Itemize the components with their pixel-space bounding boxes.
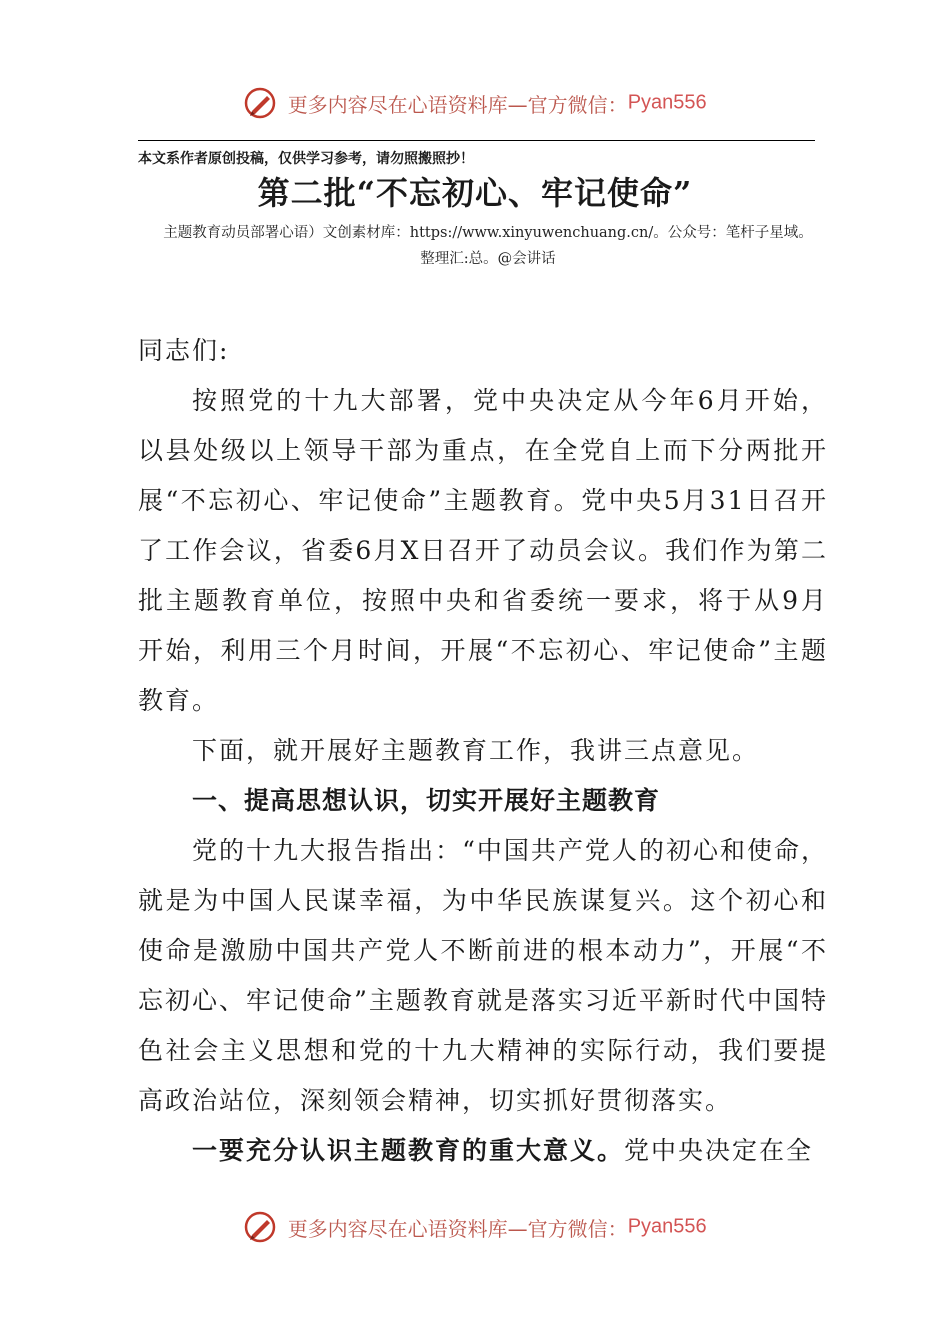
header-rule [138, 140, 815, 141]
document-body [138, 326, 828, 1176]
watermark-text: 更多内容尽在心语资料库—官方微信： [287, 1216, 628, 1241]
paragraph-3: 党的十九大报告指出：“中国共产党人的初心和使命，就是为中国人民谋幸福，为中华民族谋复兴。这个初心和使命是激励中国共产党人不断前进的根本动力”，开展“不忘初心、牢记使命”主题教育就是落实习近平新时代中国特色社会主义思想和党的十九大精神的实际行动，我们要提高政治站位，深刻领会精神，切实抓好贯彻落实。 [138, 836, 828, 1115]
document-title: 第二批“不忘初心、牢记使命” [257, 174, 693, 212]
document-meta [138, 220, 838, 272]
paragraph-1: 按照党的十九大部署，党中央决定从今年6月开始，以县处级以上领导干部为重点，在全党自上而下分两批开展“不忘初心、牢记使命”主题教育。党中央5月31日召开了工作会议，省委6月X日召开了动员会议。我们作为第二批主题教育单位，按照中央和省委统一要求，将于从9月开始，利用三个月时间，开展“不忘初心、牢记使命”主题教育。 [138, 386, 828, 715]
watermark-handle: Pyan556 [627, 1215, 707, 1238]
paragraph-4-lead: 一要充分认识主题教育的重大意义。 [192, 1136, 625, 1165]
watermark-top [0, 86, 950, 120]
pen-logo-icon [243, 86, 277, 120]
copyright-notice: 本文系作者原创投稿，仅供学习参考，请勿照搬照抄！ [138, 151, 474, 167]
watermark-bottom [0, 1210, 950, 1244]
salutation: 同志们: [138, 336, 230, 365]
pen-logo-icon [243, 1210, 277, 1244]
meta-line-2: 整理汇:总。@会讲话 [420, 251, 556, 267]
meta-line-1: 主题教育动员部署心语）文创素材库：https://www.xinyuwenchuang.cn/。公众号：笔杆子星域。 [163, 225, 813, 241]
watermark-handle: Pyan556 [627, 91, 707, 114]
paragraph-4-text: 党中央决定在全 [624, 1136, 814, 1165]
paragraph-2: 下面，就开展好主题教育工作，我讲三点意见。 [192, 736, 760, 765]
watermark-text: 更多内容尽在心语资料库—官方微信： [287, 92, 628, 117]
section-heading-1: 一、提高思想认识，切实开展好主题教育 [192, 786, 661, 815]
paragraph-4 [138, 1126, 828, 1176]
